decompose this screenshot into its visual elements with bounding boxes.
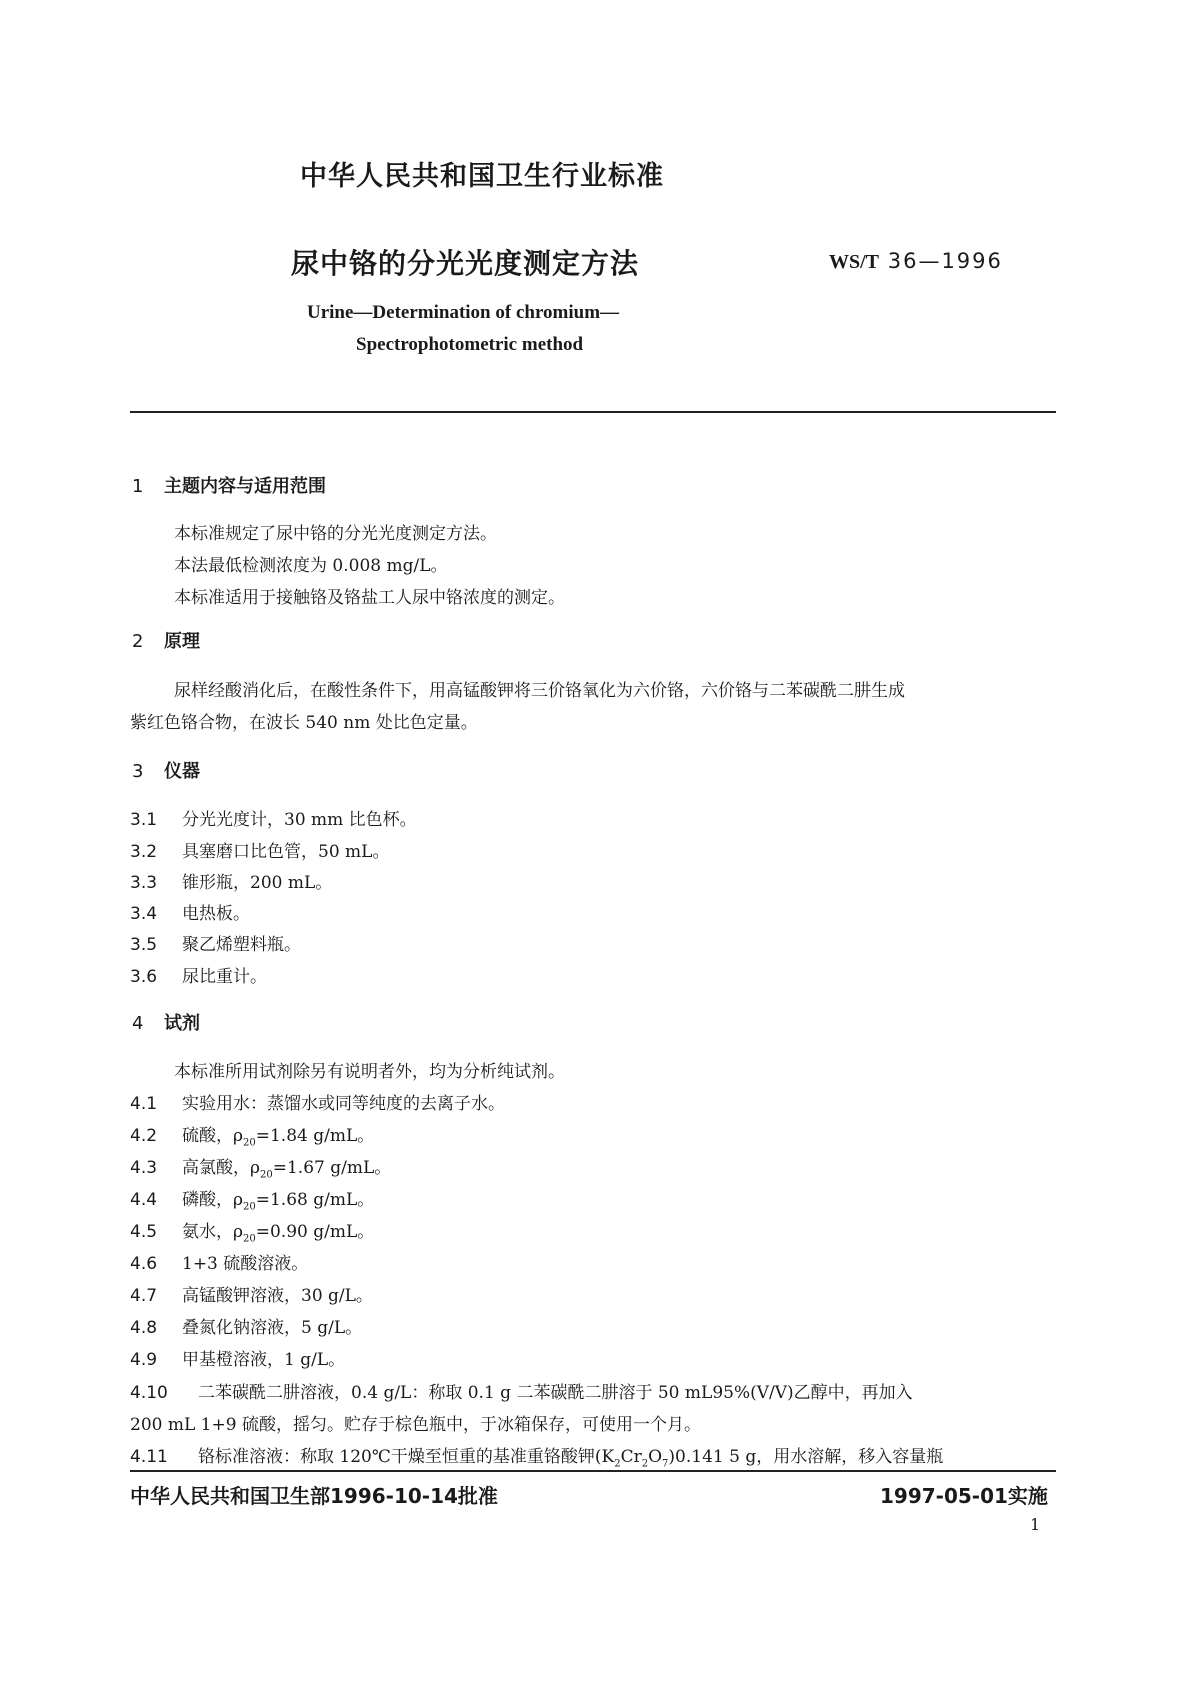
section-number: 4 [132,1013,144,1034]
english-title-line2: Spectrophotometric method [356,334,584,355]
list-item: 4.3 高氯酸，$\rho_{20}=1.67$ g/mL。 [130,1158,392,1181]
standard-code-number: 36—1996 [887,249,1003,273]
header-divider [130,411,1056,413]
list-item: 3.4 电热板。 [130,904,250,924]
section-1-heading [132,472,326,498]
section-title: 仪器 [164,761,200,782]
list-item: 4.4 磷酸，$\rho_{20}=1.68$ g/mL。 [130,1190,375,1213]
footer-divider [130,1470,1056,1472]
paragraph: 本法最低检测浓度为 0.008 mg/L。 [174,556,448,576]
paragraph: 本标准适用于接触铬及铬盐工人尿中铬浓度的测定。 [174,588,565,608]
section-number: 1 [132,476,144,497]
list-item: 4.10 二苯碳酰二肼溶液，0.4 g/L：称取 0.1 g 二苯碳酰二肼溶于 50 mL95%(V/V)乙醇中，再加入 [130,1383,913,1403]
section-title: 原理 [164,631,200,652]
section-number: 2 [132,631,144,652]
approval-info: 中华人民共和国卫生部1996-10-14批准 [130,1484,498,1508]
list-item: 4.6 1+3 硫酸溶液。 [130,1254,309,1274]
section-number: 3 [132,761,144,782]
english-title-line1: Urine—Determination of chromium— [307,302,620,323]
paragraph: 本标准规定了尿中铬的分光光度测定方法。 [174,524,497,544]
paragraph: 尿样经酸消化后，在酸性条件下，用高锰酸钾将三价铬氧化为六价铬，六价铬与二苯碳酰二肼生成 [174,681,905,701]
standard-code-prefix: WS/T [829,251,880,273]
implementation-date: 1997-05-01实施 [880,1484,1048,1508]
section-3-heading [132,757,200,783]
list-item: 4.8 叠氮化钠溶液，5 g/L。 [130,1318,363,1338]
standard-code [829,249,1003,274]
list-item: 3.6 尿比重计。 [130,967,267,987]
paragraph: 本标准所用试剂除另有说明者外，均为分析纯试剂。 [174,1062,565,1082]
list-item: 4.9 甲基橙溶液，1 g/L。 [130,1350,346,1370]
list-item: 3.1 分光光度计，30 mm 比色杯。 [130,810,417,830]
list-item-continuation: 200 mL 1+9 硫酸，摇匀。贮存于棕色瓶中，于冰箱保存，可使用一个月。 [130,1415,701,1435]
section-title: 主题内容与适用范围 [164,476,326,497]
section-4-heading [132,1009,200,1035]
list-item: 4.2 硫酸，$\rho_{20}=1.84$ g/mL。 [130,1126,375,1149]
list-item: 4.1 实验用水：蒸馏水或同等纯度的去离子水。 [130,1094,505,1114]
list-item: 4.5 氨水，$\rho_{20}=0.90$ g/mL。 [130,1222,375,1245]
paragraph: 紫红色铬合物，在波长 540 nm 处比色定量。 [130,713,478,733]
page-number: 1 [1030,1515,1041,1534]
list-item: 4.11 铬标准溶液：称取 120℃干燥至恒重的基准重铬酸钾$(K_2Cr_2O_7)0.141$ 5 g，用水溶解，移入容量瓶 [130,1447,944,1470]
list-item: 3.2 具塞磨口比色管，50 mL。 [130,842,390,862]
issuing-organization: 中华人民共和国卫生行业标准 [300,161,664,192]
section-title: 试剂 [164,1013,200,1034]
document-title: 尿中铬的分光光度测定方法 [291,247,640,280]
list-item: 3.3 锥形瓶，200 mL。 [130,873,333,893]
section-2-heading [132,627,200,653]
list-item: 3.5 聚乙烯塑料瓶。 [130,935,301,955]
list-item: 4.7 高锰酸钾溶液，30 g/L。 [130,1286,373,1306]
